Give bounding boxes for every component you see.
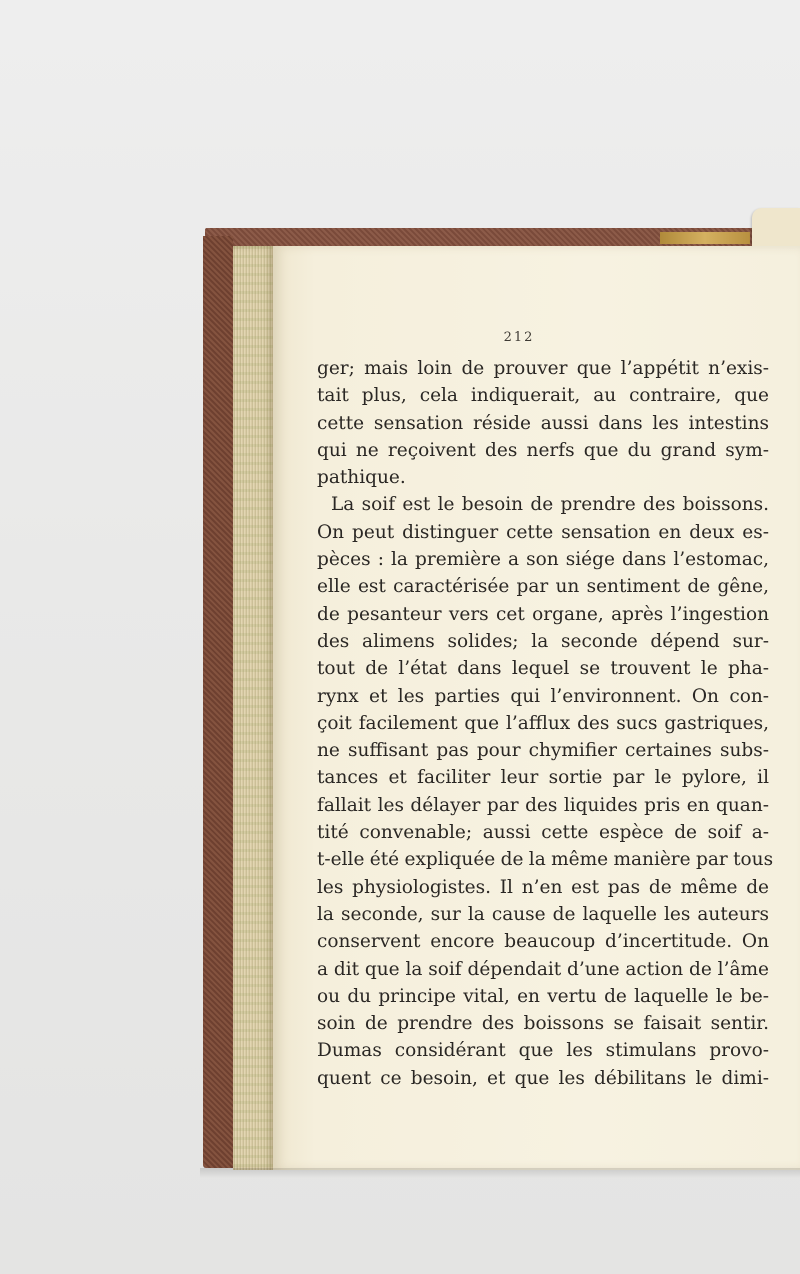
text-line: ger; mais loin de prouver que l’appétit n’exis- — [317, 358, 769, 379]
text-line: conservent encore beaucoup d’incertitude. On — [317, 931, 769, 953]
text-line: Dumas considérant que les stimulans provo- — [317, 1040, 769, 1062]
text-line: çoit facilement que l’afflux des sucs gastriques, — [317, 712, 769, 734]
text-line: de pesanteur vers cet organe, après l’ingestion — [317, 603, 769, 625]
text-line: quent ce besoin, et que les débilitans le dimi- — [317, 1067, 769, 1089]
text-line: tité convenable; aussi cette espèce de soif a- — [317, 822, 769, 844]
text-line: la seconde, sur la cause de laquelle les auteurs — [317, 903, 769, 925]
text-line: soin de prendre des boissons se faisait sentir. — [317, 1013, 769, 1035]
text-line: On peut distinguer cette sensation en deux es- — [317, 521, 769, 543]
text-line: elle est caractérisée par un sentiment de gêne, — [317, 576, 769, 598]
book-cover-spine-edge — [203, 236, 233, 1168]
page-number: 212 — [503, 330, 535, 345]
text-line: a dit que la soif dépendait d’une action de l’âme — [317, 958, 769, 980]
text-line: ou du principe vital, en vertu de laquelle le be- — [317, 985, 769, 1007]
text-line: qui ne reçoivent des nerfs que du grand sym- — [317, 439, 769, 461]
text-line: les physiologistes. Il n’en est pas de même de — [317, 876, 769, 898]
text-line: fallait les délayer par des liquides pris en quan- — [317, 794, 769, 816]
text-line: tait plus, cela indiquerait, au contraire, que — [317, 385, 769, 407]
text-line: La soif est le besoin de prendre des boissons. — [331, 494, 769, 516]
book-page — [273, 246, 800, 1170]
text-line: tout de l’état dans lequel se trouvent le pha- — [317, 658, 769, 680]
text-line: rynx et les parties qui l’environnent. On con- — [317, 685, 769, 707]
page-text-block — [317, 355, 774, 1092]
page-stack-edges — [233, 246, 273, 1170]
page-corner-tab — [752, 208, 800, 248]
text-line: ne suffisant pas pour chymifier certaines subs- — [317, 740, 769, 762]
book-cover-gilt-band — [660, 232, 750, 244]
text-line: des alimens solides; la seconde dépend sur- — [317, 630, 769, 652]
text-line: pèces : la première a son siége dans l’estomac, — [317, 549, 769, 571]
page-bottom-shadow — [200, 1168, 800, 1178]
text-line: tances et faciliter leur sortie par le pylore, il — [317, 767, 769, 789]
text-line: t-elle été expliquée de la même manière par tous — [317, 849, 774, 871]
text-line: pathique. — [317, 467, 406, 489]
text-line: cette sensation réside aussi dans les intestins — [317, 412, 769, 434]
